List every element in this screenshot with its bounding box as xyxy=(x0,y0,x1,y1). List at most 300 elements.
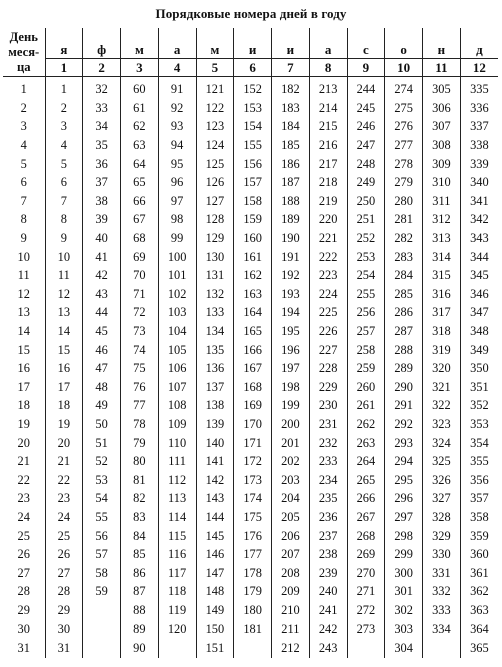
day-of-year-cell: 101 xyxy=(158,266,196,285)
day-of-year-cell: 147 xyxy=(196,563,234,582)
day-of-year-cell: 93 xyxy=(158,117,196,136)
day-of-year-cell: 357 xyxy=(470,491,489,506)
day-of-year-cell xyxy=(347,638,385,658)
day-of-month-cell: 28 xyxy=(3,582,45,601)
day-of-month-cell: 5 xyxy=(3,154,45,173)
month-number: 12 xyxy=(460,59,498,77)
day-of-year-cell: 24 xyxy=(45,508,83,527)
day-of-year-cell: 40 xyxy=(83,229,121,248)
day-of-year-cell: 210 xyxy=(272,601,310,620)
day-of-year-cell: 180 xyxy=(234,601,272,620)
day-of-year-cell: 182 xyxy=(272,77,310,99)
day-of-year-cell: 318 xyxy=(423,322,461,341)
day-of-year-cell: 223 xyxy=(309,266,347,285)
day-of-year-cell: 181 xyxy=(234,619,272,638)
month-number-row xyxy=(3,59,498,77)
day-of-year-cell: 231 xyxy=(309,415,347,434)
day-of-month-cell: 26 xyxy=(3,545,45,564)
day-of-year-cell: 302 xyxy=(385,601,423,620)
day-of-month-cell: 2 xyxy=(3,99,45,118)
day-of-year-cell: 117 xyxy=(158,563,196,582)
day-of-year-cell: 245 xyxy=(347,99,385,118)
day-of-year-cell: 161 xyxy=(234,247,272,266)
day-of-year-cell: 255 xyxy=(347,285,385,304)
day-header-line-3: ца xyxy=(16,59,31,74)
day-of-year-cell: 85 xyxy=(121,545,159,564)
day-of-year-cell: 114 xyxy=(158,508,196,527)
day-of-year-cell: 230 xyxy=(309,396,347,415)
day-of-year-cell: 348 xyxy=(470,324,489,339)
day-of-year-cell: 28 xyxy=(45,582,83,601)
table-row xyxy=(3,99,498,118)
table-row xyxy=(3,229,498,248)
day-of-year-cell: 57 xyxy=(83,545,121,564)
day-of-year-cell: 74 xyxy=(121,340,159,359)
day-of-year-cell: 309 xyxy=(423,154,461,173)
day-of-year-cell: 120 xyxy=(158,619,196,638)
day-of-year-cell: 266 xyxy=(347,489,385,508)
day-of-year-cell: 108 xyxy=(158,396,196,415)
day-of-year-cell: 211 xyxy=(272,619,310,638)
day-of-year-cell: 326 xyxy=(423,470,461,489)
day-of-year-cell: 46 xyxy=(83,340,121,359)
day-of-year-cell: 26 xyxy=(45,545,83,564)
day-of-year-cell: 200 xyxy=(272,415,310,434)
day-of-year-cell: 209 xyxy=(272,582,310,601)
day-of-year-cell: 97 xyxy=(158,192,196,211)
day-of-year-cell: 42 xyxy=(83,266,121,285)
day-of-year-cell: 213 xyxy=(309,77,347,99)
day-of-year-cell: 128 xyxy=(196,210,234,229)
day-of-year-cell: 259 xyxy=(347,359,385,378)
day-of-year-cell: 264 xyxy=(347,452,385,471)
day-of-year-cell: 158 xyxy=(234,192,272,211)
day-of-year-cell: 225 xyxy=(309,303,347,322)
day-of-year-cell: 232 xyxy=(309,433,347,452)
day-of-year-cell: 79 xyxy=(121,433,159,452)
day-of-year-cell: 332 xyxy=(423,582,461,601)
day-of-year-cell: 123 xyxy=(196,117,234,136)
day-of-year-cell: 276 xyxy=(385,117,423,136)
day-of-year-cell: 87 xyxy=(121,582,159,601)
day-of-year-cell: 122 xyxy=(196,99,234,118)
table-row xyxy=(3,396,498,415)
day-of-year-cell xyxy=(83,638,121,658)
day-of-year-cell: 205 xyxy=(272,508,310,527)
day-of-year-cell: 58 xyxy=(83,563,121,582)
table-row xyxy=(3,378,498,397)
day-of-year-cell: 145 xyxy=(196,526,234,545)
day-of-year-cell: 63 xyxy=(121,136,159,155)
day-of-year-cell: 308 xyxy=(423,136,461,155)
day-of-year-cell: 18 xyxy=(45,396,83,415)
month-number: 9 xyxy=(347,59,385,77)
day-of-year-cell: 289 xyxy=(385,359,423,378)
day-of-year-cell: 5 xyxy=(45,154,83,173)
day-of-year-cell: 203 xyxy=(272,470,310,489)
day-of-year-cell: 194 xyxy=(272,303,310,322)
day-of-year-cell: 350 xyxy=(470,361,489,376)
day-of-year-cell: 242 xyxy=(309,619,347,638)
day-of-year-cell: 236 xyxy=(309,508,347,527)
day-of-year-cell: 146 xyxy=(196,545,234,564)
day-of-year-cell: 78 xyxy=(121,415,159,434)
day-of-year-cell: 48 xyxy=(83,378,121,397)
day-of-year-cell: 333 xyxy=(423,601,461,620)
day-of-year-cell: 51 xyxy=(83,433,121,452)
day-of-year-cell: 260 xyxy=(347,378,385,397)
day-of-year-cell: 265 xyxy=(347,470,385,489)
day-of-year-cell: 155 xyxy=(234,136,272,155)
table-row xyxy=(3,638,498,658)
day-of-year-cell: 190 xyxy=(272,229,310,248)
day-of-month-cell: 7 xyxy=(3,192,45,211)
day-of-year-cell: 343 xyxy=(470,231,489,246)
day-of-year-cell: 246 xyxy=(347,117,385,136)
day-of-year-cell: 327 xyxy=(423,489,461,508)
day-of-year-cell: 263 xyxy=(347,433,385,452)
day-of-year-cell: 212 xyxy=(272,638,310,658)
day-of-year-cell: 103 xyxy=(158,303,196,322)
day-of-year-cell: 70 xyxy=(121,266,159,285)
day-of-year-cell: 352 xyxy=(470,398,489,413)
day-of-year-cell: 9 xyxy=(45,229,83,248)
day-of-year-cell: 43 xyxy=(83,285,121,304)
day-of-year-cell: 162 xyxy=(234,266,272,285)
day-of-year-cell: 192 xyxy=(272,266,310,285)
day-of-year-cell: 349 xyxy=(470,342,489,357)
day-of-year-cell: 207 xyxy=(272,545,310,564)
day-of-year-cell: 297 xyxy=(385,508,423,527)
day-of-year-cell: 254 xyxy=(347,266,385,285)
month-letter: н xyxy=(423,28,461,59)
day-of-year-cell: 313 xyxy=(423,229,461,248)
day-of-year-cell: 364 xyxy=(470,621,489,636)
day-of-month-cell: 16 xyxy=(3,359,45,378)
day-of-year-cell: 39 xyxy=(83,210,121,229)
day-of-year-cell: 310 xyxy=(423,173,461,192)
day-of-year-cell: 176 xyxy=(234,526,272,545)
table-row xyxy=(3,563,498,582)
day-of-year-cell: 156 xyxy=(234,154,272,173)
day-of-year-cell: 154 xyxy=(234,117,272,136)
day-of-year-cell: 113 xyxy=(158,489,196,508)
day-of-year-cell: 187 xyxy=(272,173,310,192)
day-of-year-cell: 195 xyxy=(272,322,310,341)
day-of-year-cell: 244 xyxy=(347,77,385,99)
day-of-month-cell: 27 xyxy=(3,563,45,582)
day-of-year-cell: 268 xyxy=(347,526,385,545)
day-of-year-cell: 189 xyxy=(272,210,310,229)
day-of-year-cell: 144 xyxy=(196,508,234,527)
day-of-month-cell: 29 xyxy=(3,601,45,620)
day-of-year-cell: 140 xyxy=(196,433,234,452)
day-of-year-cell: 149 xyxy=(196,601,234,620)
day-of-year-cell: 6 xyxy=(45,173,83,192)
day-of-year-cell: 337 xyxy=(470,119,489,134)
day-of-year-cell: 322 xyxy=(423,396,461,415)
day-of-year-cell: 319 xyxy=(423,340,461,359)
day-of-year-cell: 41 xyxy=(83,247,121,266)
day-of-year-cell: 45 xyxy=(83,322,121,341)
day-of-year-cell: 241 xyxy=(309,601,347,620)
day-of-year-cell: 3 xyxy=(45,117,83,136)
month-letter: м xyxy=(121,28,159,59)
day-of-year-cell: 80 xyxy=(121,452,159,471)
day-of-year-cell: 116 xyxy=(158,545,196,564)
day-of-year-cell: 111 xyxy=(158,452,196,471)
day-of-year-cell: 307 xyxy=(423,117,461,136)
day-of-year-cell: 261 xyxy=(347,396,385,415)
day-of-year-cell: 294 xyxy=(385,452,423,471)
day-of-year-cell: 100 xyxy=(158,247,196,266)
day-of-year-cell: 286 xyxy=(385,303,423,322)
day-of-year-table xyxy=(3,28,498,658)
day-of-year-cell: 201 xyxy=(272,433,310,452)
day-of-year-cell: 55 xyxy=(83,508,121,527)
day-of-year-cell: 304 xyxy=(385,638,423,658)
day-of-year-cell: 279 xyxy=(385,173,423,192)
day-of-year-cell: 88 xyxy=(121,601,159,620)
day-of-year-cell: 174 xyxy=(234,489,272,508)
day-of-year-cell: 362 xyxy=(470,584,489,599)
day-of-year-cell: 330 xyxy=(423,545,461,564)
day-of-year-cell: 256 xyxy=(347,303,385,322)
day-of-year-cell: 355 xyxy=(470,454,489,469)
day-of-year-cell: 67 xyxy=(121,210,159,229)
month-letter: с xyxy=(347,28,385,59)
day-of-month-cell: 25 xyxy=(3,526,45,545)
day-of-year-cell: 315 xyxy=(423,266,461,285)
day-of-year-cell: 52 xyxy=(83,452,121,471)
table-row xyxy=(3,154,498,173)
day-of-year-cell: 29 xyxy=(45,601,83,620)
day-of-month-cell: 19 xyxy=(3,415,45,434)
day-of-year-cell: 298 xyxy=(385,526,423,545)
day-of-year-cell xyxy=(234,638,272,658)
day-of-year-cell: 239 xyxy=(309,563,347,582)
day-of-year-cell: 121 xyxy=(196,77,234,99)
day-of-year-cell: 334 xyxy=(423,619,461,638)
day-of-year-cell: 160 xyxy=(234,229,272,248)
table-row xyxy=(3,489,498,508)
month-number: 10 xyxy=(385,59,423,77)
day-header-line-2: меся- xyxy=(8,44,40,59)
day-of-year-cell: 281 xyxy=(385,210,423,229)
day-of-year-cell: 316 xyxy=(423,285,461,304)
day-of-year-cell: 227 xyxy=(309,340,347,359)
day-of-year-cell: 291 xyxy=(385,396,423,415)
day-of-year-cell: 19 xyxy=(45,415,83,434)
day-of-year-cell: 94 xyxy=(158,136,196,155)
day-of-year-cell: 68 xyxy=(121,229,159,248)
day-of-year-cell xyxy=(83,601,121,620)
day-of-year-cell: 152 xyxy=(234,77,272,99)
month-letter: а xyxy=(309,28,347,59)
day-of-year-cell: 135 xyxy=(196,340,234,359)
day-of-year-cell: 12 xyxy=(45,285,83,304)
day-of-year-cell xyxy=(158,638,196,658)
day-of-year-cell: 328 xyxy=(423,508,461,527)
day-of-year-cell: 73 xyxy=(121,322,159,341)
day-of-year-cell: 271 xyxy=(347,582,385,601)
day-of-year-cell: 329 xyxy=(423,526,461,545)
day-of-year-cell: 17 xyxy=(45,378,83,397)
day-of-year-cell: 163 xyxy=(234,285,272,304)
day-of-year-cell: 16 xyxy=(45,359,83,378)
day-of-year-cell: 33 xyxy=(83,99,121,118)
day-of-year-cell: 151 xyxy=(196,638,234,658)
day-of-year-cell: 184 xyxy=(272,117,310,136)
day-of-year-cell: 248 xyxy=(347,154,385,173)
day-of-year-cell: 138 xyxy=(196,396,234,415)
day-of-year-cell: 295 xyxy=(385,470,423,489)
day-of-year-cell: 269 xyxy=(347,545,385,564)
day-of-year-cell: 188 xyxy=(272,192,310,211)
day-of-year-cell: 143 xyxy=(196,489,234,508)
day-of-year-cell: 126 xyxy=(196,173,234,192)
day-of-year-cell: 99 xyxy=(158,229,196,248)
day-of-year-cell: 165 xyxy=(234,322,272,341)
day-of-year-cell: 193 xyxy=(272,285,310,304)
day-of-year-cell: 157 xyxy=(234,173,272,192)
day-of-year-cell: 197 xyxy=(272,359,310,378)
day-of-year-cell xyxy=(83,619,121,638)
month-number: 3 xyxy=(121,59,159,77)
day-of-year-cell: 37 xyxy=(83,173,121,192)
day-of-year-cell: 131 xyxy=(196,266,234,285)
day-of-month-cell: 12 xyxy=(3,285,45,304)
day-of-year-cell: 8 xyxy=(45,210,83,229)
table-row xyxy=(3,266,498,285)
month-number: 11 xyxy=(423,59,461,77)
day-of-year-cell: 110 xyxy=(158,433,196,452)
day-of-year-cell: 84 xyxy=(121,526,159,545)
day-of-year-cell: 136 xyxy=(196,359,234,378)
day-of-year-cell: 125 xyxy=(196,154,234,173)
day-of-year-cell: 173 xyxy=(234,470,272,489)
day-of-year-cell: 341 xyxy=(470,193,489,208)
day-of-year-cell: 89 xyxy=(121,619,159,638)
month-letter: я xyxy=(45,28,83,59)
day-of-year-cell: 20 xyxy=(45,433,83,452)
day-of-year-cell: 216 xyxy=(309,136,347,155)
day-of-year-cell: 119 xyxy=(158,601,196,620)
day-of-month-cell: 20 xyxy=(3,433,45,452)
day-of-year-cell: 75 xyxy=(121,359,159,378)
day-of-year-cell: 175 xyxy=(234,508,272,527)
day-of-year-cell: 336 xyxy=(470,100,489,115)
day-of-year-cell: 229 xyxy=(309,378,347,397)
day-of-year-cell: 346 xyxy=(470,286,489,301)
day-of-year-cell: 38 xyxy=(83,192,121,211)
day-of-year-cell: 106 xyxy=(158,359,196,378)
day-of-year-cell: 320 xyxy=(423,359,461,378)
day-of-year-cell: 170 xyxy=(234,415,272,434)
day-of-year-cell: 10 xyxy=(45,247,83,266)
day-of-year-cell: 250 xyxy=(347,192,385,211)
day-of-year-cell: 228 xyxy=(309,359,347,378)
table-row xyxy=(3,545,498,564)
table-row xyxy=(3,415,498,434)
day-of-year-cell: 2 xyxy=(45,99,83,118)
day-of-year-cell: 61 xyxy=(121,99,159,118)
day-of-year-cell: 217 xyxy=(309,154,347,173)
day-of-year-cell: 331 xyxy=(423,563,461,582)
day-of-year-cell: 22 xyxy=(45,470,83,489)
month-letter-row xyxy=(3,28,498,59)
day-of-year-cell: 76 xyxy=(121,378,159,397)
day-of-year-cell: 288 xyxy=(385,340,423,359)
day-of-year-cell: 34 xyxy=(83,117,121,136)
day-of-year-cell: 169 xyxy=(234,396,272,415)
month-number: 4 xyxy=(158,59,196,77)
day-of-year-cell: 218 xyxy=(309,173,347,192)
day-of-year-cell: 137 xyxy=(196,378,234,397)
day-of-year-cell: 234 xyxy=(309,470,347,489)
day-of-year-cell: 251 xyxy=(347,210,385,229)
day-of-year-cell: 324 xyxy=(423,433,461,452)
day-of-year-cell: 272 xyxy=(347,601,385,620)
day-of-year-cell: 25 xyxy=(45,526,83,545)
month-letter: о xyxy=(385,28,423,59)
day-of-year-cell: 283 xyxy=(385,247,423,266)
day-of-month-cell: 14 xyxy=(3,322,45,341)
day-of-year-cell: 56 xyxy=(83,526,121,545)
day-of-year-cell: 267 xyxy=(347,508,385,527)
day-of-year-cell: 47 xyxy=(83,359,121,378)
month-letter: а xyxy=(158,28,196,59)
day-of-year-cell: 339 xyxy=(470,156,489,171)
month-letter: м xyxy=(196,28,234,59)
day-of-year-cell: 340 xyxy=(470,175,489,190)
day-of-year-cell: 351 xyxy=(470,379,489,394)
day-of-year-cell: 153 xyxy=(234,99,272,118)
month-letter: и xyxy=(272,28,310,59)
day-of-year-cell: 196 xyxy=(272,340,310,359)
table-row xyxy=(3,77,498,99)
table-row xyxy=(3,136,498,155)
table-row xyxy=(3,433,498,452)
day-of-year-cell: 338 xyxy=(470,138,489,153)
day-of-year-cell: 130 xyxy=(196,247,234,266)
table-row xyxy=(3,619,498,638)
day-of-year-cell: 11 xyxy=(45,266,83,285)
day-of-month-cell: 10 xyxy=(3,247,45,266)
day-of-year-cell: 96 xyxy=(158,173,196,192)
day-of-year-cell: 273 xyxy=(347,619,385,638)
day-of-year-cell: 292 xyxy=(385,415,423,434)
day-of-year-cell: 293 xyxy=(385,433,423,452)
day-of-year-cell: 214 xyxy=(309,99,347,118)
day-of-year-cell: 49 xyxy=(83,396,121,415)
day-of-year-cell: 312 xyxy=(423,210,461,229)
day-of-year-cell: 243 xyxy=(309,638,347,658)
day-of-year-cell: 21 xyxy=(45,452,83,471)
table-row xyxy=(3,582,498,601)
day-of-year-cell: 150 xyxy=(196,619,234,638)
day-of-year-cell: 30 xyxy=(45,619,83,638)
day-of-year-cell: 82 xyxy=(121,489,159,508)
day-of-year-cell: 178 xyxy=(234,563,272,582)
day-of-year-cell: 222 xyxy=(309,247,347,266)
day-header-line-1: День xyxy=(9,29,38,44)
day-of-year-cell: 277 xyxy=(385,136,423,155)
day-of-year-cell: 361 xyxy=(470,565,489,580)
day-of-year-cell: 262 xyxy=(347,415,385,434)
day-of-year-cell: 134 xyxy=(196,322,234,341)
day-of-year-cell: 253 xyxy=(347,247,385,266)
